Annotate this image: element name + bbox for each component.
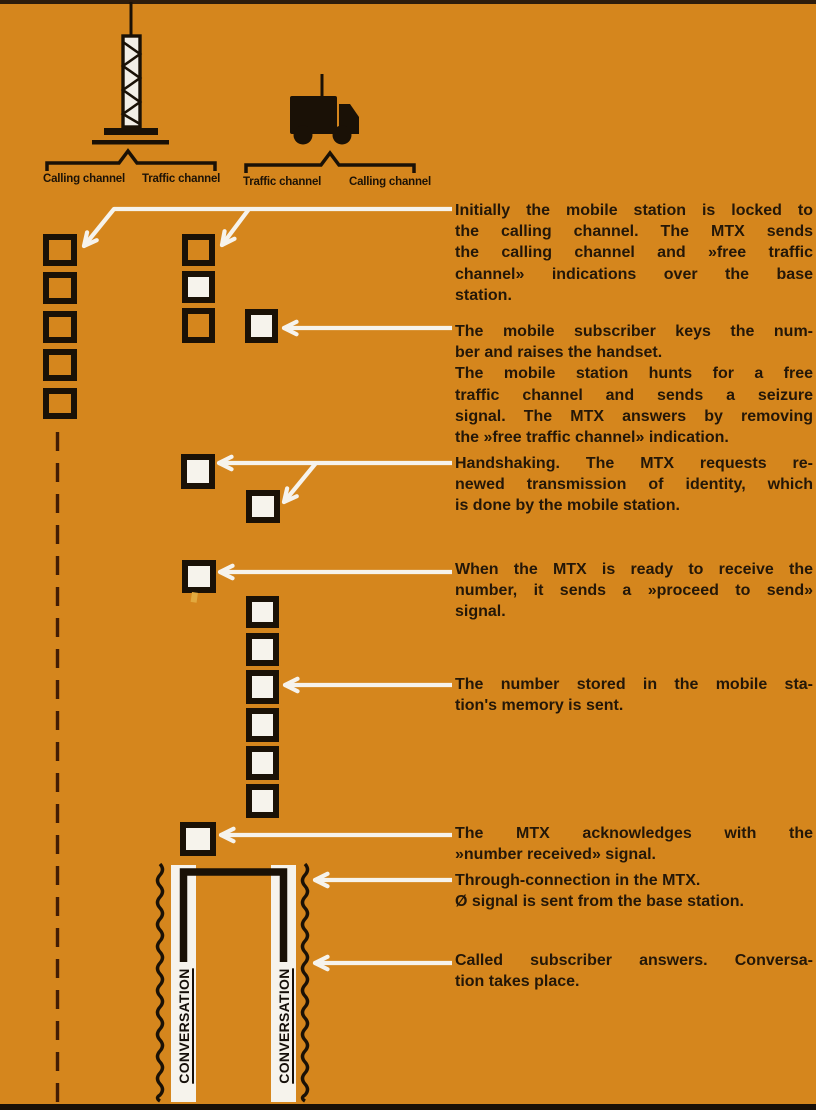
handshake-identity-signal [249,493,277,520]
seizure-signal [248,312,275,340]
step-1-line: channel» indications over the base [455,265,813,283]
step-5-line: tion's memory is sent. [455,697,624,715]
digit-signal-4 [249,711,276,739]
step-8-line: Called subscriber answers. Conversa- [455,952,813,969]
step-text-4 [455,559,813,623]
conversation-label-right: CONVERSATION [276,968,292,1084]
step-5-line: The number stored in the mobile sta- [455,676,813,693]
step-1-line: the calling channel. The MTX sends [455,223,813,241]
step-3-line: newed transmission of identity, which [455,476,813,494]
label-mobile-traffic-channel: Traffic channel [243,176,322,188]
tower-ground-bar [92,140,169,145]
step-text-2 [455,321,813,448]
step-text-6 [455,823,813,865]
through-connection-path [184,872,284,962]
base-calling-signal-3 [46,314,74,340]
step-1-line: the calling channel and »free traffic [455,244,813,262]
free-traffic-channel-signal [185,274,212,300]
label-base-traffic-channel: Traffic channel [142,173,221,185]
pointer-initial-branch-head [222,231,225,245]
wavy-line-left [158,864,163,1101]
step-3-line: Handshaking. The MTX requests re- [455,455,813,472]
step-4-line: number, it sends a »proceed to send» [455,582,813,600]
digit-signal-6 [249,787,276,815]
step-3-line: is done by the mobile station. [455,497,680,515]
pointer-initial-main [84,209,452,246]
step-2-line: The mobile subscriber keys the num- [455,323,813,340]
number-received-signal [183,825,213,853]
proceed-to-send-signal [185,563,213,590]
step-6-line: The MTX acknowledges with the [455,825,813,842]
digit-signal-1 [249,599,276,625]
page-bottom-edge [0,1104,816,1110]
step-text-5 [455,674,813,716]
step-7-line: Ø signal is sent from the base station. [455,893,744,911]
base-traffic-signal-2 [185,311,212,340]
step-6-line: »number received» signal. [455,846,656,864]
step-4-line: When the MTX is ready to receive the [455,561,813,578]
digit-signal-3 [249,673,276,701]
truck-icon [281,70,365,148]
label-mobile-calling-channel: Calling channel [349,176,431,188]
step-7-line: Through-connection in the MTX. [455,872,701,889]
step-text-3 [455,453,813,517]
pointer-handshake-branch [284,463,316,502]
wavy-line-right [303,864,308,1101]
step-4-line: signal. [455,603,506,621]
tower-base-bar [104,128,158,135]
label-base-calling-channel: Calling channel [43,173,125,185]
step-2-line: ber and raises the handset. [455,344,663,362]
radio-tower-icon [91,0,171,148]
yellow-pen-mark [191,592,198,603]
step-text-8 [455,950,813,992]
truck-rear-wheel [294,126,313,145]
base-calling-signal-2 [46,275,74,301]
step-2-line: signal. The MTX answers by removing [455,407,813,425]
base-traffic-signal-1 [185,237,212,263]
step-8-line: tion takes place. [455,973,580,991]
base-calling-signal-4 [46,352,74,378]
step-1-line: Initially the mobile station is locked to [455,202,813,219]
step-text-7 [455,870,813,912]
handshake-request-signal [184,457,212,486]
digit-signal-2 [249,636,276,663]
base-station-channels-bracket [47,151,215,171]
mobile-station-channels-bracket [246,153,414,173]
base-calling-signal-1 [46,237,74,263]
base-calling-signal-5 [46,391,74,416]
step-text-1 [455,200,813,306]
pointer-initial-main-head [84,232,87,246]
conversation-label-left: CONVERSATION [176,968,192,1084]
step-2-line: The mobile station hunts for a free [455,365,813,383]
digit-signal-5 [249,749,276,777]
step-1-line: station. [455,286,512,304]
step-2-line: the »free traffic channel» indication. [455,429,729,447]
truck-front-wheel [333,126,352,145]
step-2-line: traffic channel and sends a seizure [455,386,813,404]
